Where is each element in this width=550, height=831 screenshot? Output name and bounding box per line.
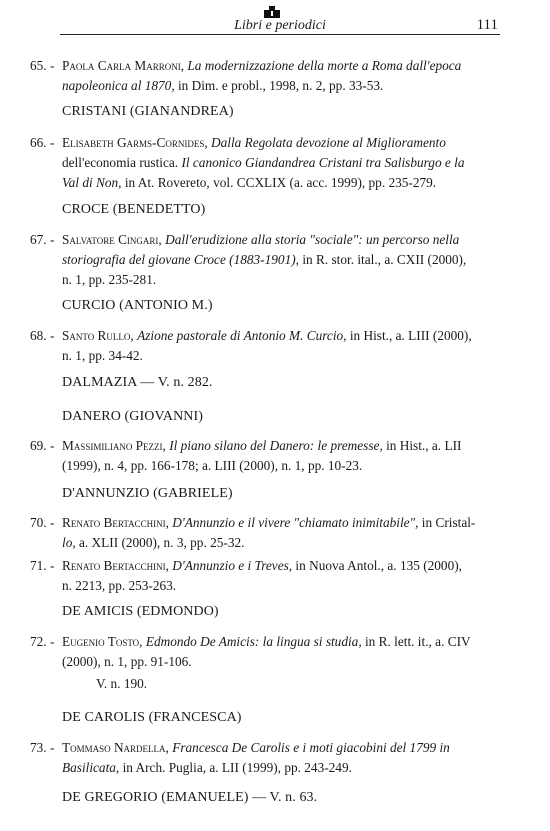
entry-title-cont: napoleonica al 1870,	[62, 78, 175, 93]
entry-citation: in At. Rovereto, vol. CCXLIX (a. acc. 1999), pp. 235-279.	[124, 175, 437, 190]
entry-title-cont: Il canonico Giandandrea Cristani tra Salisburgo e la	[181, 155, 465, 170]
entry-title: D'Annunzio e i Treves,	[172, 558, 293, 573]
entry-title: Edmondo De Amicis: la lingua si studia,	[145, 634, 362, 649]
subject-heading: DE CAROLIS (FRANCESCA)	[62, 710, 242, 725]
entry-title: Francesca De Carolis e i moti giacobini del 1799 in	[172, 740, 450, 755]
subject-heading: DE AMICIS (EDMONDO)	[62, 604, 219, 619]
entry-number: 69. -	[30, 438, 55, 453]
entry-citation-cont: (2000), n. 1, pp. 91-106.	[62, 654, 192, 669]
header-title: Libri e periodici	[234, 18, 326, 33]
entry-author: Paola Carla Marroni,	[62, 58, 185, 73]
entry-title: Dalla Regolata devozione al Miglioramento	[211, 135, 446, 150]
page-number: 111	[476, 17, 498, 33]
entry-number: 68. -	[30, 328, 55, 343]
entry-65	[30, 56, 496, 96]
entry-title-cont: dell'economia rustica.	[62, 155, 179, 170]
entry-citation: in Hist., a. LIII (2000),	[349, 328, 472, 343]
entry-69	[30, 436, 496, 476]
entry-author: Santo Rullo,	[62, 328, 134, 343]
subject-heading: DANERO (GIOVANNI)	[62, 409, 204, 424]
entry-citation-cont: n. 1, pp. 34-42.	[62, 348, 143, 363]
entry-citation: in Cristal-	[421, 515, 476, 530]
entry-author: Salvatore Cingari,	[62, 232, 162, 247]
subject-heading: CROCE (BENEDETTO)	[62, 202, 206, 217]
entry-citation-cont: (1999), n. 4, pp. 166-178; a. LIII (2000), n. 1, pp. 10-23.	[62, 458, 363, 473]
subject-heading: DALMAZIA — V. n. 282.	[62, 375, 213, 390]
entry-citation: in Nuova Antol., a. 135 (2000),	[295, 558, 462, 573]
entry-author: Massimiliano Pezzi,	[62, 438, 166, 453]
entry-title: Azione pastorale di Antonio M. Curcio,	[137, 328, 347, 343]
entry-citation-cont: n. 2213, pp. 253-263.	[62, 578, 177, 593]
entry-citation: in Arch. Puglia, a. LII (1999), pp. 243-249.	[122, 760, 352, 775]
entry-number: 67. -	[30, 232, 55, 247]
printer-mark-icon	[262, 6, 282, 18]
entry-67	[30, 230, 496, 290]
entry-70	[30, 513, 496, 553]
entry-title: D'Annunzio e il vivere "chiamato inimitabile",	[172, 515, 419, 530]
entry-title-cont: Basilicata,	[62, 760, 120, 775]
entry-title: Dall'erudizione alla storia "sociale": un percorso nella	[165, 232, 460, 247]
entry-citation: in Dim. e probl., 1998, n. 2, pp. 33-53.	[177, 78, 384, 93]
subject-heading: CRISTANI (GIANANDREA)	[62, 104, 234, 119]
entry-title: La modernizzazione della morte a Roma dall'epoca	[187, 58, 462, 73]
entry-citation-cont: n. 1, pp. 235-281.	[62, 272, 157, 287]
entry-author: Renato Bertacchini,	[62, 515, 169, 530]
entry-66	[30, 133, 496, 193]
entry-72	[30, 632, 496, 672]
entry-citation: in R. stor. ital., a. CXII (2000),	[302, 252, 467, 267]
subject-heading: D'ANNUNZIO (GABRIELE)	[62, 486, 233, 501]
entry-68	[30, 326, 496, 366]
entry-title-cont: storiografia del giovane Croce (1883-1901),	[62, 252, 299, 267]
entry-number: 70. -	[30, 515, 55, 530]
entry-number: 73. -	[30, 740, 55, 755]
entry-citation: a. XLII (2000), n. 3, pp. 25-32.	[79, 535, 245, 550]
entry-number: 71. -	[30, 558, 55, 573]
entry-author: Eugenio Tosto,	[62, 634, 143, 649]
cross-reference: V. n. 190.	[96, 676, 148, 691]
entry-author: Elisabeth Garms-Cornides,	[62, 135, 208, 150]
entry-73	[30, 738, 496, 778]
running-header	[60, 8, 500, 35]
entry-71	[30, 556, 496, 596]
subject-heading: CURCIO (ANTONIO M.)	[62, 298, 213, 313]
entry-number: 65. -	[30, 58, 55, 73]
entry-author: Renato Bertacchini,	[62, 558, 169, 573]
entry-citation: in R. lett. it., a. CIV	[364, 634, 471, 649]
subject-heading: DE GREGORIO (EMANUELE) — V. n. 63.	[62, 790, 318, 805]
entry-title-cont: Val di Non,	[62, 175, 122, 190]
entry-number: 66. -	[30, 135, 55, 150]
entry-number: 72. -	[30, 634, 55, 649]
entry-citation: in Hist., a. LII	[386, 438, 462, 453]
entry-title: Il piano silano del Danero: le premesse,	[169, 438, 383, 453]
entry-title-cont: lo,	[62, 535, 76, 550]
entry-author: Tommaso Nardella,	[62, 740, 169, 755]
